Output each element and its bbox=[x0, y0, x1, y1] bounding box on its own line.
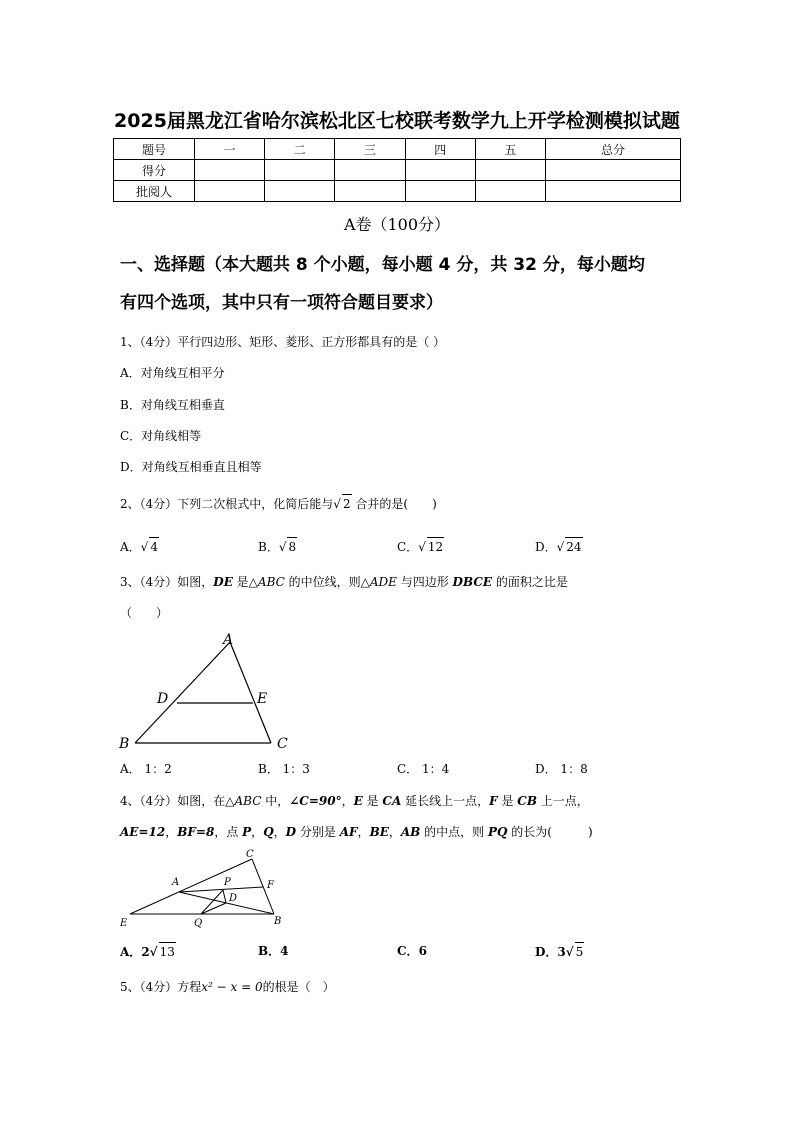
stem-text: ， bbox=[388, 825, 401, 839]
question-2-option-a[interactable]: A．√ 4 bbox=[120, 537, 159, 556]
question-4-option-d[interactable]: D．3√ 5 bbox=[535, 942, 584, 961]
vertex-b: B bbox=[274, 916, 282, 927]
question-4-option-c[interactable] bbox=[397, 942, 427, 960]
triangle-label: △ABC bbox=[225, 794, 262, 808]
line-pq bbox=[201, 890, 223, 914]
question-2-option-d[interactable]: D．√ 24 bbox=[535, 537, 583, 556]
option-label: A． bbox=[120, 945, 142, 959]
radical: 2 bbox=[342, 494, 352, 513]
point-label: P bbox=[242, 825, 252, 839]
stem-text: 的中位线，则 bbox=[284, 575, 361, 589]
equation: x² − x = 0 bbox=[201, 980, 263, 994]
radical: 13 bbox=[159, 942, 176, 961]
table-cell: 三 bbox=[335, 139, 405, 160]
vertex-f: F bbox=[267, 880, 274, 891]
question-3-stem bbox=[120, 573, 568, 591]
question-4-stem-line2 bbox=[120, 823, 593, 841]
stem-text: ， bbox=[341, 794, 354, 808]
radical: 4 bbox=[149, 537, 159, 556]
table-cell[interactable] bbox=[546, 160, 681, 181]
table-cell: 四 bbox=[405, 139, 475, 160]
table-cell: 一 bbox=[195, 139, 265, 160]
stem-text: ， bbox=[251, 825, 264, 839]
question-1-option-c[interactable]: C．对角线相等 bbox=[120, 429, 202, 443]
stem-text: 2、（4分）下列二次根式中，化简后能与 bbox=[120, 497, 334, 511]
question-4-option-a[interactable]: A．2√ 13 bbox=[120, 942, 176, 961]
vertex-c: C bbox=[277, 736, 288, 752]
stem-text: 3、（4分）如图， bbox=[120, 575, 214, 589]
line-af bbox=[179, 887, 263, 892]
question-3-option-d[interactable]: D． 1：8 bbox=[535, 762, 588, 776]
segment-label: AF bbox=[339, 825, 358, 839]
question-4-option-b[interactable] bbox=[258, 942, 289, 960]
stem-text: 是 bbox=[497, 794, 518, 808]
question-1-option-b[interactable]: B．对角线互相垂直 bbox=[120, 398, 225, 412]
table-cell[interactable] bbox=[335, 160, 405, 181]
table-cell: 五 bbox=[475, 139, 545, 160]
option-value: 4 bbox=[280, 944, 289, 958]
line-ab bbox=[179, 892, 274, 914]
table-cell: 二 bbox=[265, 139, 335, 160]
segment-label: CB bbox=[517, 794, 537, 808]
table-cell[interactable] bbox=[475, 160, 545, 181]
stem-text: 分别是 bbox=[296, 825, 340, 839]
vertex-e: E bbox=[120, 918, 128, 929]
coefficient: 3 bbox=[557, 945, 566, 959]
line-ec bbox=[130, 859, 252, 914]
vertex-d: D bbox=[229, 893, 238, 904]
side-ab bbox=[135, 642, 230, 743]
line-qd bbox=[201, 903, 226, 914]
table-cell[interactable] bbox=[475, 181, 545, 202]
page-title: 2025届黑龙江省哈尔滨松北区七校联考数学九上开学检测模拟试题 bbox=[114, 110, 680, 132]
option-label: C． bbox=[397, 540, 419, 554]
given-value: AE=12 bbox=[120, 825, 166, 839]
stem-text: ， bbox=[165, 825, 178, 839]
stem-text: 上一点， bbox=[536, 794, 589, 808]
coefficient: 2 bbox=[141, 945, 150, 959]
table-cell[interactable] bbox=[405, 160, 475, 181]
given-value: BF=8 bbox=[177, 825, 215, 839]
segment-label: AB bbox=[400, 825, 421, 839]
table-cell[interactable] bbox=[195, 160, 265, 181]
question-4-stem-line1 bbox=[120, 792, 589, 810]
table-cell[interactable] bbox=[546, 181, 681, 202]
stem-text: 延长线上一点， bbox=[401, 794, 490, 808]
question-1-stem: 1、（4分）平行四边形、矩形、菱形、正方形都具有的是（ ） bbox=[120, 335, 446, 349]
option-label: D． bbox=[535, 540, 557, 554]
stem-text: 4、（4分）如图，在 bbox=[120, 794, 226, 808]
stem-text: 中， bbox=[261, 794, 290, 808]
stem-text: 的根是（ ） bbox=[262, 980, 335, 994]
point-label: Q bbox=[263, 825, 274, 839]
question-2-option-b[interactable]: B．√ 8 bbox=[258, 537, 297, 556]
table-cell: 题号 bbox=[114, 139, 195, 160]
triangle-label: △ADE bbox=[360, 575, 397, 589]
question-3-option-c[interactable]: C． 1：4 bbox=[397, 762, 450, 776]
vertex-e: E bbox=[257, 691, 268, 707]
quad-label: DBCE bbox=[452, 575, 493, 589]
radical: 8 bbox=[287, 537, 297, 556]
option-label: C． bbox=[397, 944, 419, 958]
radical: 24 bbox=[565, 537, 582, 556]
triangle-figure bbox=[115, 630, 305, 755]
segment-label: CA bbox=[382, 794, 402, 808]
score-table bbox=[113, 138, 681, 202]
question-1-option-a[interactable]: A．对角线互相平分 bbox=[120, 366, 225, 380]
point-label: D bbox=[285, 825, 297, 839]
table-cell[interactable] bbox=[195, 181, 265, 202]
table-cell: 总分 bbox=[546, 139, 681, 160]
vertex-q: Q bbox=[194, 918, 203, 929]
option-label: A． bbox=[120, 540, 141, 554]
question-2-stem: 2、（4分）下列二次根式中，化简后能与√ 2 合并的是( ) bbox=[120, 494, 437, 513]
segment-label: PQ bbox=[487, 825, 508, 839]
stem-text: 的中点，则 bbox=[420, 825, 488, 839]
vertex-b: B bbox=[119, 736, 130, 752]
triangle-label: △ABC bbox=[248, 575, 285, 589]
section-heading: 一、选择题（本大题共 8 个小题，每小题 4 分，共 32 分，每小题均 bbox=[120, 255, 645, 275]
stem-text: 是 bbox=[232, 575, 249, 589]
option-value: 6 bbox=[418, 944, 427, 958]
section-heading-cont: 有四个选项，其中只有一项符合题目要求） bbox=[120, 293, 443, 313]
option-label: B． bbox=[258, 540, 279, 554]
section-a-title: A卷（100分） bbox=[343, 215, 451, 234]
segment-label: BE bbox=[369, 825, 389, 839]
vertex-c: C bbox=[246, 849, 254, 860]
stem-text: ， bbox=[273, 825, 286, 839]
stem-text: 5、（4分）方程 bbox=[120, 980, 202, 994]
stem-text: 合并的是( ) bbox=[355, 497, 437, 511]
option-label: B． bbox=[258, 944, 281, 958]
triangle-figure-q4 bbox=[115, 845, 295, 933]
table-cell: 批阅人 bbox=[114, 181, 195, 202]
table-cell[interactable] bbox=[405, 181, 475, 202]
stem-text: ，点 bbox=[214, 825, 243, 839]
radical: 12 bbox=[427, 537, 444, 556]
question-3-option-b[interactable]: B． 1：3 bbox=[258, 762, 310, 776]
option-label: D． bbox=[535, 945, 558, 959]
table-row bbox=[114, 160, 681, 181]
segment-label: DE bbox=[213, 575, 233, 589]
vertex-p: P bbox=[224, 877, 231, 888]
line-pd bbox=[223, 890, 226, 903]
table-cell[interactable] bbox=[335, 181, 405, 202]
question-5-stem bbox=[120, 978, 335, 996]
vertex-a: A bbox=[223, 632, 234, 648]
angle-label: ∠C=90° bbox=[289, 794, 342, 808]
stem-text: 与四边形 bbox=[396, 575, 453, 589]
table-cell: 得分 bbox=[114, 160, 195, 181]
stem-text: 的长为( ) bbox=[507, 825, 593, 839]
score-table-header-row bbox=[114, 139, 681, 160]
point-label: E bbox=[353, 794, 363, 808]
vertex-a: A bbox=[172, 877, 180, 888]
table-cell[interactable] bbox=[265, 160, 335, 181]
stem-text: 的面积之比是 bbox=[492, 575, 568, 589]
question-3-blank: （ ） bbox=[120, 606, 169, 620]
stem-text: 是 bbox=[362, 794, 383, 808]
question-3-option-a[interactable]: A． 1：2 bbox=[120, 762, 172, 776]
point-label: F bbox=[489, 794, 498, 808]
stem-text: ， bbox=[357, 825, 370, 839]
table-row bbox=[114, 181, 681, 202]
question-2-option-c[interactable]: C．√ 12 bbox=[397, 537, 444, 556]
table-cell[interactable] bbox=[265, 181, 335, 202]
question-1-option-d[interactable]: D．对角线互相垂直且相等 bbox=[120, 460, 262, 474]
radical: 5 bbox=[575, 942, 585, 961]
vertex-d: D bbox=[157, 691, 169, 707]
